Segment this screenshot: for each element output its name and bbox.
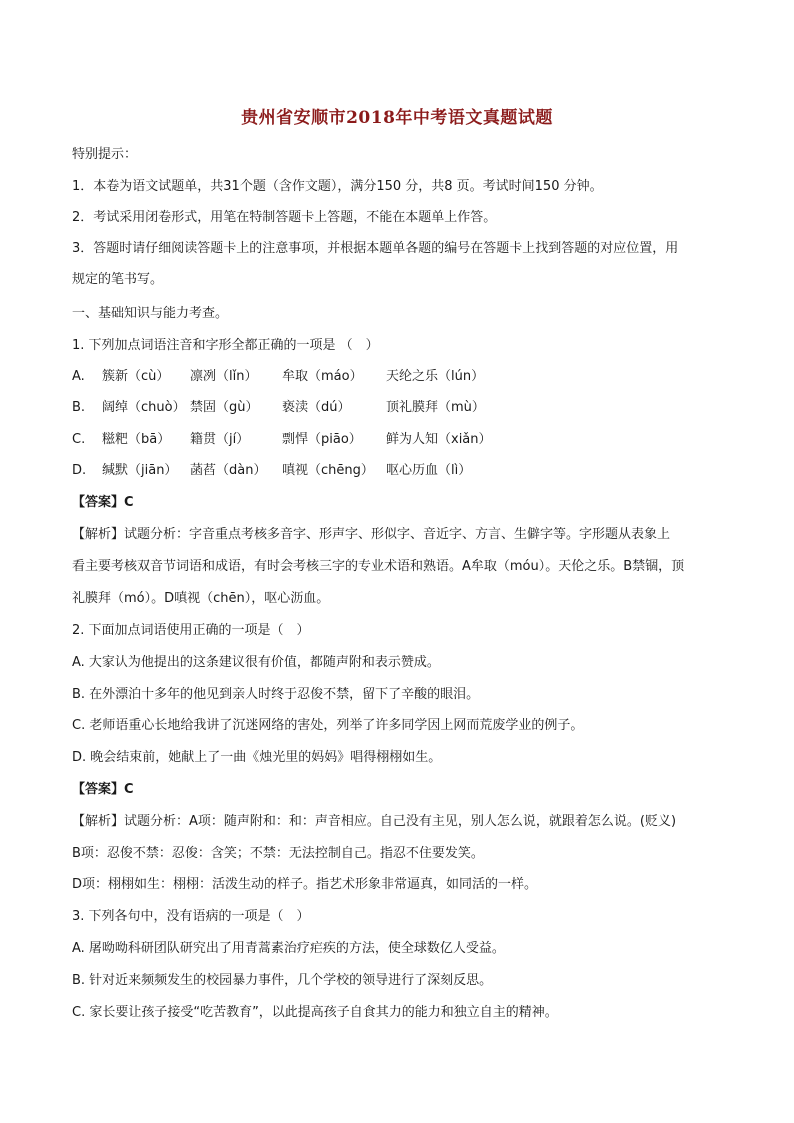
option-line: B. 针对近来频频发生的校园暴力事件，几个学校的领导进行了深刻反思。 <box>72 973 493 988</box>
answer-line: 【答案】C <box>72 495 134 510</box>
option-item: 剽悍（piāo） <box>282 432 362 447</box>
option-item: 簇新（cù） <box>102 369 170 384</box>
analysis-line: 【解析】试题分析：字音重点考核多音字、形声字、形似字、音近字、方言、生僻字等。字形题从表象上 <box>72 527 671 542</box>
option-line: C. 老师语重心长地给我讲了沉迷网络的害处，列举了许多同学因上网而荒废学业的例子。 <box>72 718 584 733</box>
option-line: A. 大家认为他提出的这条建议很有价值，都随声附和表示赞成。 <box>72 655 440 670</box>
notice-item: 3．答题时请仔细阅读答题卡上的注意事项，并根据本题单各题的编号在答题卡上找到答题的对应位置，用 <box>72 241 679 256</box>
option-item: 亵渎（dú） <box>282 400 351 415</box>
notice-heading: 特别提示： <box>72 147 138 162</box>
option-line: B. 在外漂泊十多年的他见到亲人时终于忍俊不禁，留下了辛酸的眼泪。 <box>72 687 480 702</box>
option-item: 糍粑（bā） <box>102 432 171 447</box>
option-item: 鲜为人知（xiǎn） <box>386 432 492 447</box>
option-item: 禁固（gù） <box>190 400 259 415</box>
analysis-line: 礼膜拜（mó）。D嗔视（chēn），呕心沥血。 <box>72 591 330 606</box>
option-item: 阔绰（chuò） <box>102 400 186 415</box>
option-label: D. <box>72 463 87 478</box>
option-item: 天纶之乐（lún） <box>386 369 485 384</box>
analysis-line: D项：栩栩如生：栩栩：活泼生动的样子。指艺术形象非常逼真，如同活的一样。 <box>72 877 538 892</box>
question-stem: 3. 下列各句中，没有语病的一项是（ ） <box>72 909 310 924</box>
notice-item: 规定的笔书写。 <box>72 272 164 287</box>
analysis-line: 看主要考核双音节词语和成语，有时会考核三字的专业术语和熟语。A牟取（móu）。天伦之乐。B禁锢，顶 <box>72 559 685 574</box>
notice-item: 1．本卷为语文试题单，共31个题（含作文题），满分150 分，共8 页。考试时间150 分钟。 <box>72 179 603 194</box>
option-item: 牟取（máo） <box>282 369 363 384</box>
page-title: 贵州省安顺市2018年中考语文真题试题 <box>241 108 553 128</box>
option-label: C. <box>72 432 86 447</box>
option-label: A. <box>72 369 85 384</box>
option-item: 缄默（jiān） <box>102 463 178 478</box>
option-line: C. 家长要让孩子接受“吃苦教育”，以此提高孩子自食其力的能力和独立自主的精神。 <box>72 1005 558 1020</box>
option-line: A. 屠呦呦科研团队研究出了用青蒿素治疗疟疾的方法，使全球数亿人受益。 <box>72 941 505 956</box>
option-line: D. 晚会结束前，她献上了一曲《烛光里的妈妈》唱得栩栩如生。 <box>72 750 442 765</box>
option-item: 凛冽（lǐn） <box>190 369 258 384</box>
question-stem: 1. 下列加点词语注音和字形全都正确的一项是 （ ） <box>72 338 379 353</box>
option-item: 呕心历血（lì） <box>386 463 472 478</box>
option-item: 顶礼膜拜（mù） <box>386 400 485 415</box>
analysis-line: B项：忍俊不禁：忍俊：含笑；不禁：无法控制自己。指忍不住要发笑。 <box>72 846 484 861</box>
answer-line: 【答案】C <box>72 782 134 797</box>
analysis-line: 【解析】试题分析：A项：随声附和：和：声音相应。自己没有主见，别人怎么说，就跟着怎么说。(贬义) <box>72 814 677 829</box>
question-stem: 2. 下面加点词语使用正确的一项是（ ） <box>72 623 310 638</box>
option-item: 籍贯（jí） <box>190 432 250 447</box>
option-label: B. <box>72 400 86 415</box>
option-item: 嗔视（chēng） <box>282 463 374 478</box>
section-heading: 一、基础知识与能力考查。 <box>72 306 229 321</box>
option-item: 菡萏（dàn） <box>190 463 267 478</box>
notice-item: 2．考试采用闭卷形式，用笔在特制答题卡上答题，不能在本题单上作答。 <box>72 210 497 225</box>
